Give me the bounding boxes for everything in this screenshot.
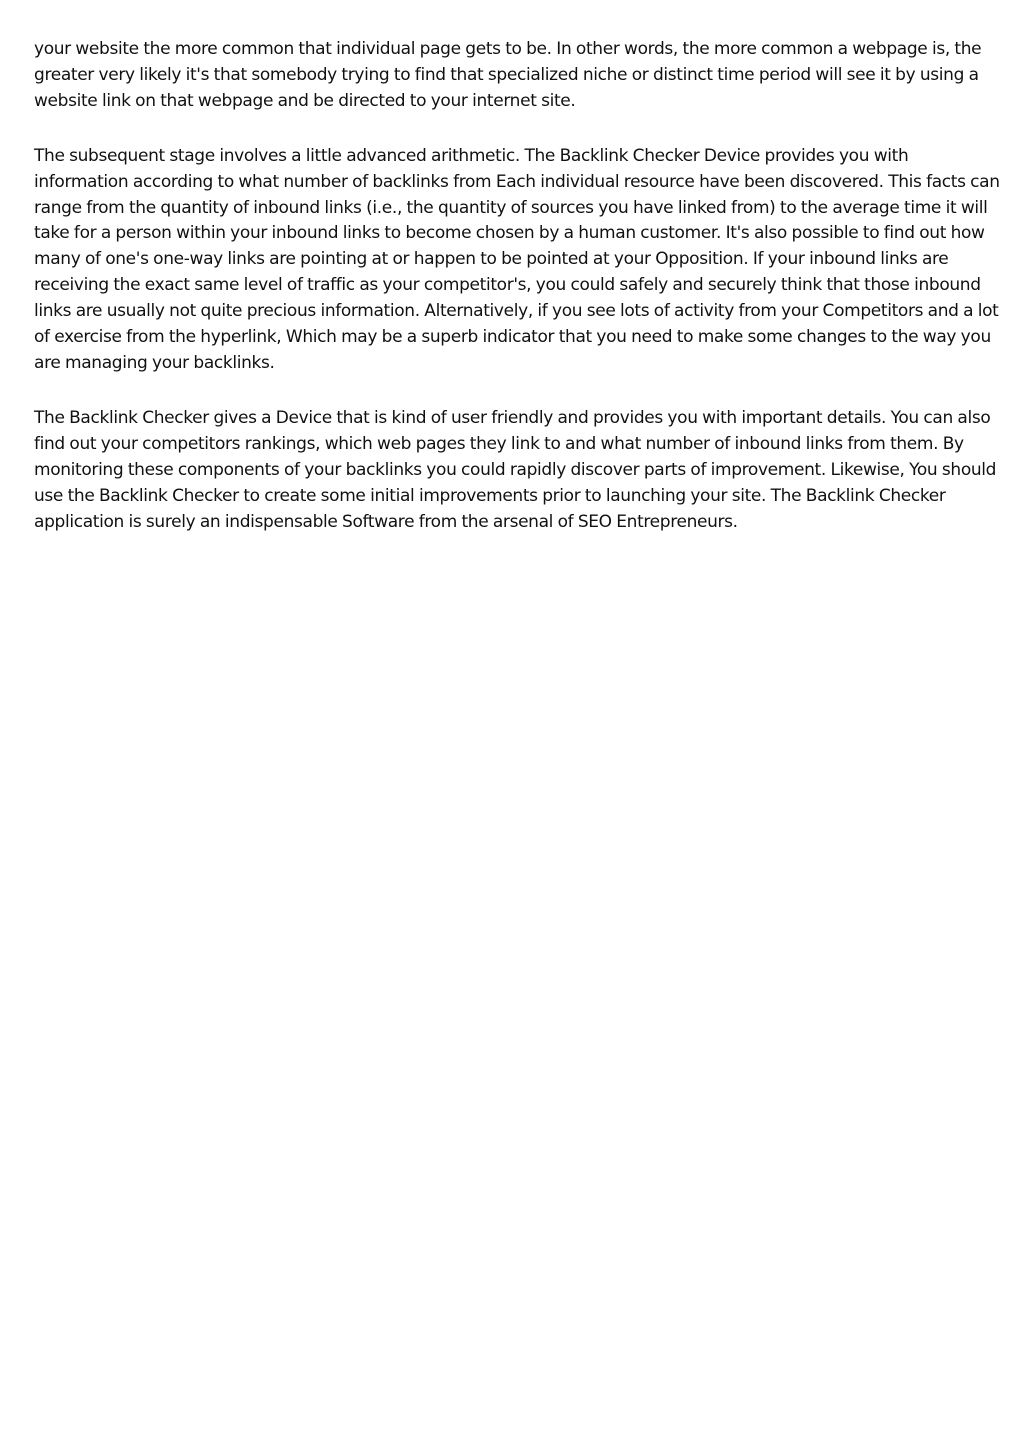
- document-body: [34, 37, 1000, 564]
- paragraph-1: your website the more common that individual page gets to be. In other words, the more common a webpage is, the greater very likely it's that somebody trying to find that specialized niche or distinct time period will see it by using a website link on that webpage and be directed to your internet site.: [34, 39, 982, 111]
- paragraph-2: The subsequent stage involves a little advanced arithmetic. The Backlink Checker Device provides you with information according to what number of backlinks from Each individual resource have been discovered. This facts can range from the quantity of inbound links (i.e., the quantity of sources you have linked from) to the average time it will take for a person within your inbound links to become chosen by a human customer. It's also possible to find out how many of one's one-way links are pointing at or happen to be pointed at your Opposition. If your inbound links are receiving the exact same level of traffic as your competitor's, you could safely and securely think that those inbound links are usually not quite precious information. Alternatively, if you see lots of activity from your Competitors and a lot of exercise from the hyperlink, Which may be a superb indicator that you need to make some changes to the way you are managing your backlinks.: [34, 145, 1000, 373]
- paragraph-3: The Backlink Checker gives a Device that is kind of user friendly and provides you with important details. You can also find out your competitors rankings, which web pages they link to and what number of inbound links from them. By monitoring these components of your backlinks you could rapidly discover parts of improvement. Likewise, You should use the Backlink Checker to create some initial improvements prior to launching your site. The Backlink Checker application is surely an indispensable Software from the arsenal of SEO Entrepreneurs.: [34, 407, 997, 532]
